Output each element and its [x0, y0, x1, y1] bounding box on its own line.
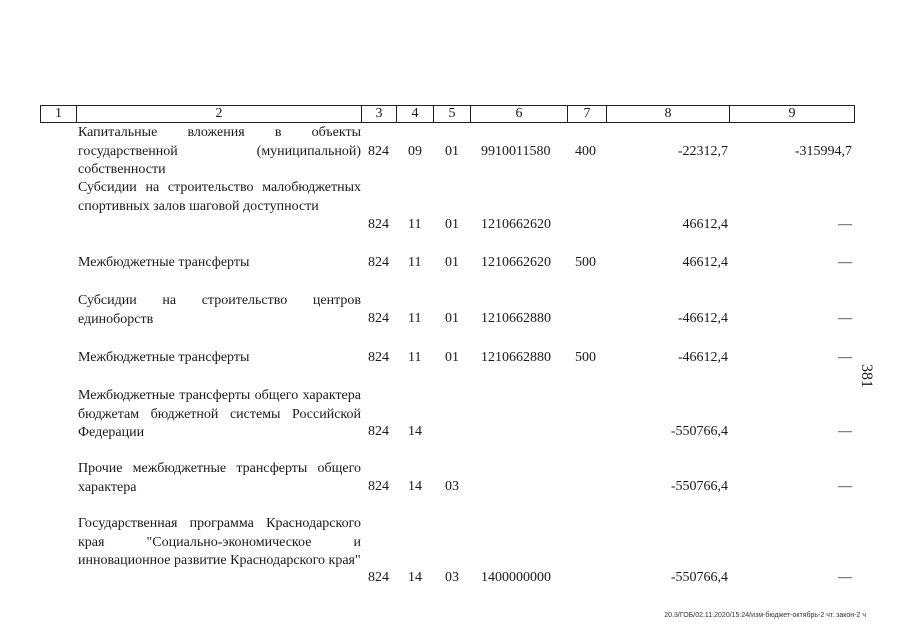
- cell-amount-9: —: [838, 424, 852, 439]
- page-number: 381: [858, 364, 875, 388]
- cell-amount-8: -22312,7: [677, 144, 728, 159]
- cell-code-6: 1210662880: [481, 311, 551, 326]
- cell-code-5: 03: [445, 479, 459, 494]
- cell-code-6: 9910011580: [481, 144, 551, 159]
- cell-amount-9: —: [838, 217, 852, 232]
- cell-amount-9: —: [838, 570, 852, 585]
- header-cell-7: 7: [568, 106, 607, 123]
- header-cell-6: 6: [471, 106, 568, 123]
- cell-code-4: 11: [408, 311, 422, 326]
- cell-code-4: 14: [408, 424, 422, 439]
- cell-code-3: 824: [368, 255, 389, 270]
- header-cell-1: 1: [41, 106, 77, 123]
- cell-code-6: 1210662620: [481, 217, 551, 232]
- cell-amount-9: -315994,7: [794, 144, 852, 159]
- cell-code-3: 824: [368, 311, 389, 326]
- cell-code-4: 14: [408, 479, 422, 494]
- cell-code-3: 824: [368, 350, 389, 365]
- cell-code-4: 09: [408, 144, 422, 159]
- cell-code-5: 01: [445, 311, 459, 326]
- cell-code-4: 11: [408, 255, 422, 270]
- cell-amount-9: —: [838, 255, 852, 270]
- header-cell-3: 3: [362, 106, 397, 123]
- cell-code-4: 11: [408, 217, 422, 232]
- cell-code-5: 01: [445, 350, 459, 365]
- row-description: Субсидии на строительство центров единоборств: [78, 293, 361, 327]
- row-description: Межбюджетные трансферты: [78, 350, 250, 365]
- row-description: Межбюджетные трансферты общего характера бюджетам бюджетной системы Российской Федерации: [78, 388, 361, 440]
- cell-code-7: 500: [575, 350, 596, 365]
- header-cell-4: 4: [397, 106, 434, 123]
- cell-amount-8: -46612,4: [677, 350, 728, 365]
- cell-code-7: 400: [575, 144, 596, 159]
- row-description: Субсидии на строительство малобюджетных спортивных залов шаговой доступности: [78, 180, 361, 214]
- column-header-row: [40, 105, 855, 123]
- header-cell-9: 9: [730, 106, 855, 123]
- cell-code-4: 11: [408, 350, 422, 365]
- cell-code-7: 500: [575, 255, 596, 270]
- cell-code-6: 1210662620: [481, 255, 551, 270]
- cell-amount-8: 46612,4: [682, 255, 728, 270]
- cell-amount-8: 46612,4: [682, 217, 728, 232]
- row-description: Государственная программа Краснодарского края "Социально-экономическое и инновационное развитие Краснодарского края": [78, 516, 361, 568]
- cell-amount-9: —: [838, 479, 852, 494]
- cell-amount-8: -550766,4: [670, 424, 728, 439]
- cell-code-5: 01: [445, 255, 459, 270]
- cell-code-3: 824: [368, 144, 389, 159]
- cell-amount-8: -550766,4: [670, 570, 728, 585]
- cell-code-5: 01: [445, 144, 459, 159]
- row-description: Капитальные вложения в объекты государственной (муниципальной) собственности: [78, 125, 361, 177]
- header-cell-8: 8: [607, 106, 730, 123]
- header-cell-2: 2: [77, 106, 362, 123]
- row-description: Прочие межбюджетные трансферты общего характера: [78, 461, 361, 495]
- cell-amount-9: —: [838, 350, 852, 365]
- document-footer-stamp: 20.3/ГОБ/02.11.2020/15:24/изм-бюджет-октябрь-2 чт. закон-2 ч: [664, 612, 866, 619]
- cell-code-3: 824: [368, 570, 389, 585]
- cell-code-3: 824: [368, 217, 389, 232]
- cell-code-5: 03: [445, 570, 459, 585]
- cell-code-3: 824: [368, 424, 389, 439]
- row-description: Межбюджетные трансферты: [78, 255, 250, 270]
- cell-amount-8: -46612,4: [677, 311, 728, 326]
- cell-amount-8: -550766,4: [670, 479, 728, 494]
- header-cell-5: 5: [434, 106, 471, 123]
- cell-code-4: 14: [408, 570, 422, 585]
- cell-code-6: 1210662880: [481, 350, 551, 365]
- cell-amount-9: —: [838, 311, 852, 326]
- cell-code-5: 01: [445, 217, 459, 232]
- cell-code-6: 1400000000: [481, 570, 551, 585]
- cell-code-3: 824: [368, 479, 389, 494]
